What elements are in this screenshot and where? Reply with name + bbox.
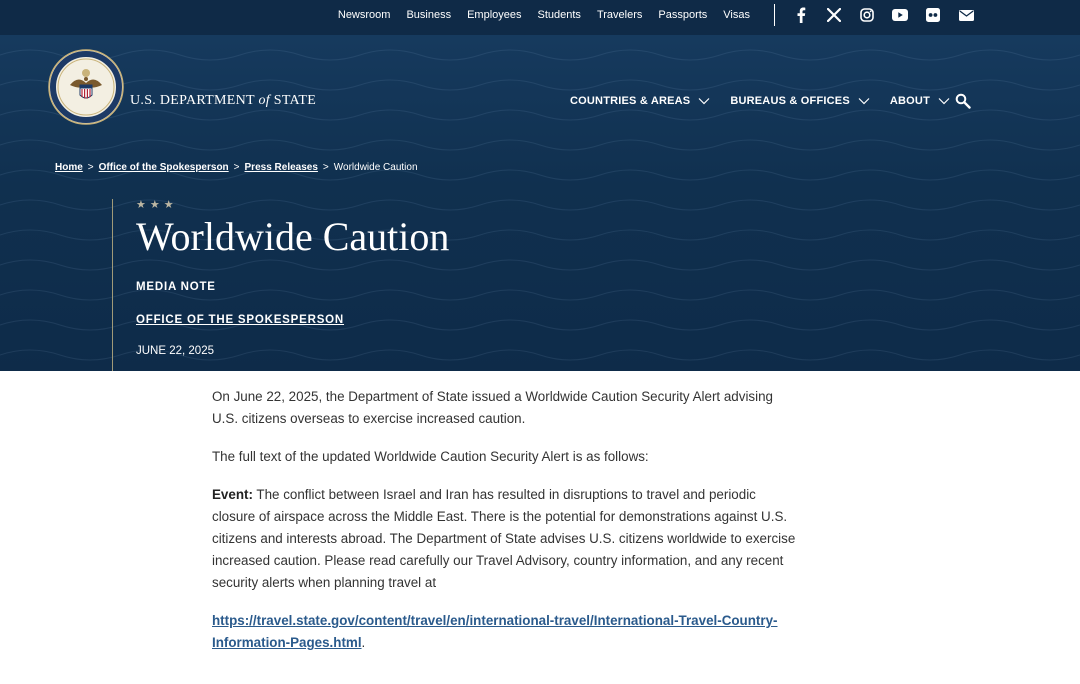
content-type-label: MEDIA NOTE [136, 281, 216, 293]
nav-countries-areas-label: COUNTRIES & AREAS [570, 95, 691, 107]
logo-text-post: STATE [269, 93, 317, 108]
site-logo-text[interactable] [130, 93, 316, 109]
link-suffix: . [361, 635, 366, 650]
nav-about[interactable] [890, 95, 950, 107]
instagram-icon[interactable] [858, 6, 876, 24]
logo-text-of: of [258, 93, 270, 108]
utility-link-visas[interactable]: Visas [723, 9, 750, 21]
utility-link-passports[interactable]: Passports [658, 9, 708, 21]
youtube-icon[interactable] [891, 6, 909, 24]
utility-divider [774, 4, 775, 26]
article-paragraph-1: On June 22, 2025, the Department of State issued a Worldwide Caution Security Alert advising U.S. citizens overseas to exercise increased caution. [212, 389, 773, 426]
chevron-down-icon [698, 97, 710, 105]
x-icon[interactable] [825, 6, 843, 24]
breadcrumb [55, 162, 418, 173]
breadcrumb-separator: > [233, 162, 240, 173]
event-label: Event: [212, 487, 253, 502]
utility-link-travelers[interactable]: Travelers [596, 9, 643, 21]
utility-link-newsroom[interactable]: Newsroom [337, 9, 391, 21]
stars-icon: ★★★ [136, 199, 178, 211]
breadcrumb-press-releases[interactable]: Press Releases [244, 162, 318, 173]
nav-countries-areas[interactable] [570, 95, 710, 107]
article-paragraph-2: The full text of the updated Worldwide Caution Security Alert is as follows: [212, 449, 649, 464]
nav-bureaus-offices-label: BUREAUS & OFFICES [730, 95, 850, 107]
main-navigation [570, 95, 970, 107]
facebook-icon[interactable] [792, 6, 810, 24]
hero-banner [0, 35, 1080, 371]
utility-links [322, 0, 750, 30]
utility-link-employees[interactable]: Employees [467, 9, 522, 21]
event-text: The conflict between Israel and Iran has resulted in disruptions to travel and periodic closure of airspace across the Middle East. There is the potential for demonstrations against U.S. citizens and interests abroad. The Department of State advises U.S. citizens worldwide to exercise increased caution. Please read carefully our Travel Advisory, country information, and any recent security alerts when planning travel at [212, 487, 796, 590]
article-paragraph-event [212, 484, 802, 594]
page-title: Worldwide Caution [136, 214, 450, 259]
flickr-icon[interactable] [924, 6, 942, 24]
nav-bureaus-offices[interactable] [730, 95, 870, 107]
breadcrumb-spokesperson[interactable]: Office of the Spokesperson [98, 162, 229, 173]
publish-date: JUNE 22, 2025 [136, 345, 214, 357]
breadcrumb-separator: > [322, 162, 329, 173]
chevron-down-icon [858, 97, 870, 105]
nav-about-label: ABOUT [889, 95, 930, 107]
state-department-seal-icon[interactable] [48, 49, 124, 125]
social-links [792, 6, 975, 24]
breadcrumb-separator: > [87, 162, 94, 173]
email-icon[interactable] [957, 6, 975, 24]
chevron-down-icon [938, 97, 950, 105]
breadcrumb-home[interactable]: Home [55, 162, 83, 173]
utility-bar [0, 0, 1080, 35]
article-paragraph-link [212, 610, 802, 654]
travel-info-link[interactable]: https://travel.state.gov/content/travel/en/international-travel/International-Travel-Country-Information-Pages.html [212, 613, 778, 650]
logo-text-pre: U.S. DEPARTMENT [130, 93, 259, 108]
search-icon[interactable] [955, 93, 971, 109]
utility-link-business[interactable]: Business [406, 9, 452, 21]
breadcrumb-current: Worldwide Caution [333, 162, 418, 173]
hero-accent-line [112, 199, 113, 371]
article-body [212, 386, 802, 670]
utility-link-students[interactable]: Students [537, 9, 581, 21]
office-link[interactable]: OFFICE OF THE SPOKESPERSON [136, 314, 345, 326]
